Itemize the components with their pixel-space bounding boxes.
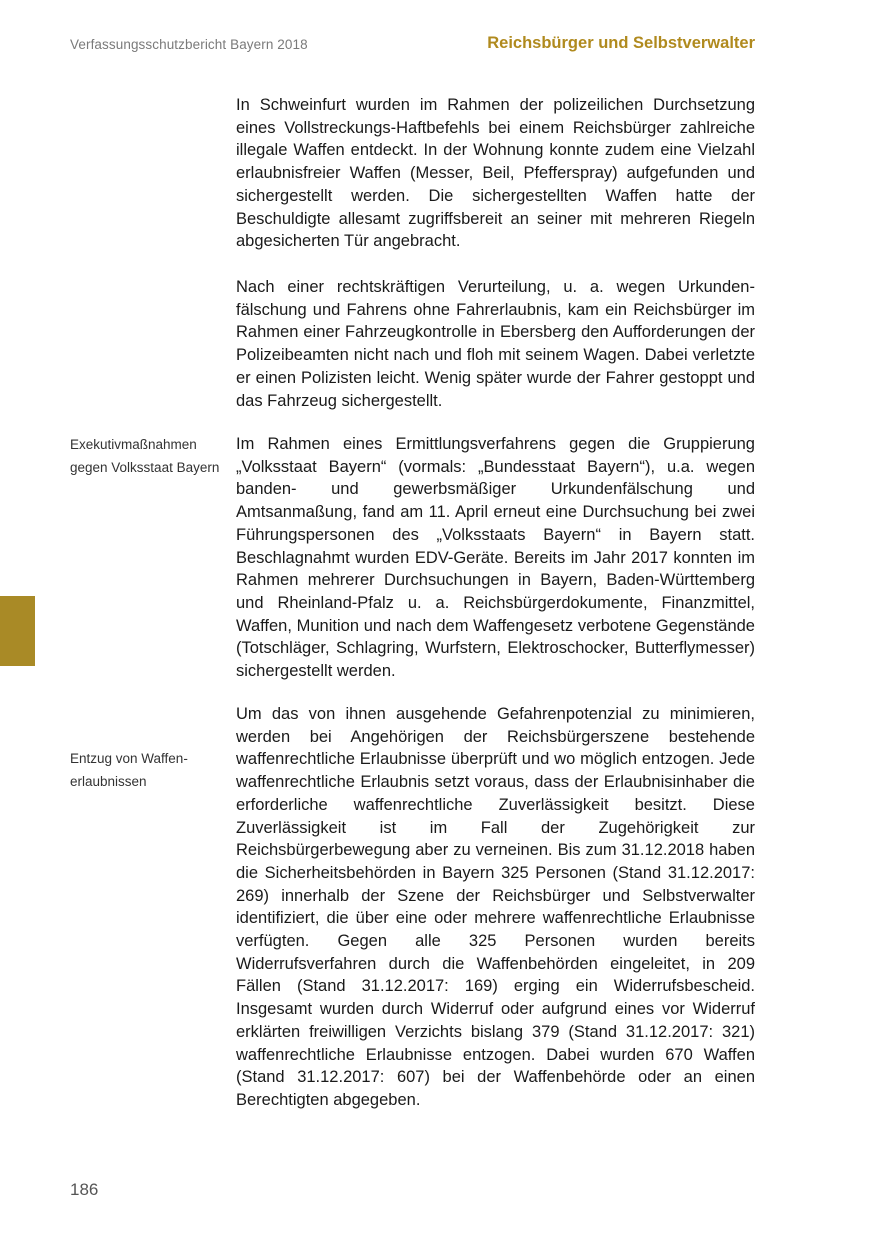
page-number: 186 xyxy=(70,1180,99,1199)
paragraph-ebersberg: Nach einer rechtskräftigen Verurteilung, u. a. wegen Urkundenfälschung und Fahrens ohne Fahrerlaubnis, kam ein Reichsbürger im Rahmen einer Fahrzeugkontrolle in Ebersberg den Aufforderungen der Polizeibeamten nicht nach und floh mit seinem Wagen. Dabei verletzte er einen Polizisten leicht. Wenig später wurde der Fahrer gestoppt und das Fahrzeug sichergestellt. xyxy=(236,278,755,410)
paragraph-volksstaat-bayern: Im Rahmen eines Ermittlungsverfahrens gegen die Gruppierung „Volksstaat Bayern“ (vormals: „Bundesstaat Bayern“), u.a. wegen banden- und gewerbsmäßiger Urkundenfälschung und Amtsanmaßung, fand am 11. April erneut eine Durchsuchung bei zwei Führungspersonen des „Volksstaats Bayern“ in Bayern statt. Beschlagnahmt wurden EDV-Geräte. Bereits im Jahr 2017 konnten im Rahmen mehrerer Durchsuchungen in Bayern, Baden-Württemberg und Rheinland-Pfalz u. a. Reichsbürgerdokumente, Finanzmittel, Waffen, Munition und nach dem Waffengesetz verbotene Gegenstände (Totschläger, Schlagring, Wurfstern, Elektroschocker, Butterflymesser) sichergestellt werden. xyxy=(236,435,755,681)
chapter-title: Reichsbürger und Selbstverwalter xyxy=(487,34,755,52)
chapter-side-tab xyxy=(0,596,35,666)
running-header-title: Verfassungsschutzbericht Bayern 2018 xyxy=(70,37,308,52)
paragraph-schweinfurt: In Schweinfurt wurden im Rahmen der polizeilichen Durchsetzung eines Vollstreckungs-Haftbefehls bei einem Reichsbürger zahlreiche illegale Waffen entdeckt. In der Wohnung konnte zudem eine Vielzahl erlaubnisfreier Waffen (Messer, Beil, Pfefferspray) aufgefunden und sichergestellt werden. Die sichergestellten Waffen hatte der Beschuldigte allesamt zugriffsbereit an seiner mit mehreren Riegeln abgesicherten Tür angebracht. xyxy=(236,96,755,251)
margin-note-entzug-waffenerlaubnissen: Entzug von Waffenerlaubnissen xyxy=(70,751,188,789)
paragraph-waffenerlaubnisse: Um das von ihnen ausgehende Gefahrenpotenzial zu minimieren, werden bei Angehörigen der Reichsbürgerszene bestehende waffenrechtliche Erlaubnisse überprüft und wo möglich entzogen. Jede waffenrechtliche Erlaubnis setzt voraus, dass der Erlaubnisinhaber die erforderliche waffenrechtliche Zuverlässigkeit besitzt. Diese Zuverlässigkeit ist im Fall der Zugehörigkeit zur Reichsbürgerbewegung aber zu verneinen. Bis zum 31.12.2018 haben die Sicherheitsbehörden in Bayern 325 Personen (Stand 31.12.2017: 269) innerhalb der Szene der Reichsbürger und Selbstverwalter identifiziert, die über eine oder mehrere waffenrechtliche Erlaubnisse verfügten. Gegen alle 325 Personen wurden bereits Widerrufsverfahren durch die Waffenbehörden eingeleitet, in 209 Fällen (Stand 31.12.2017: 169) erging ein Widerrufsbescheid. Insgesamt wurden durch Widerruf oder aufgrund eines vor Widerruf erklärten freiwilligen Verzichts bislang 379 (Stand 31.12.2017: 321) waffenrechtliche Erlaubnisse entzogen. Dabei wurden 670 Waffen (Stand 31.12.2017: 607) bei der Waffenbehörde oder an einen Berechtigten abgegeben. xyxy=(236,705,755,1109)
margin-note-exekutivmassnahmen: Exekutivmaßnahmen gegen Volksstaat Bayern xyxy=(70,437,220,475)
